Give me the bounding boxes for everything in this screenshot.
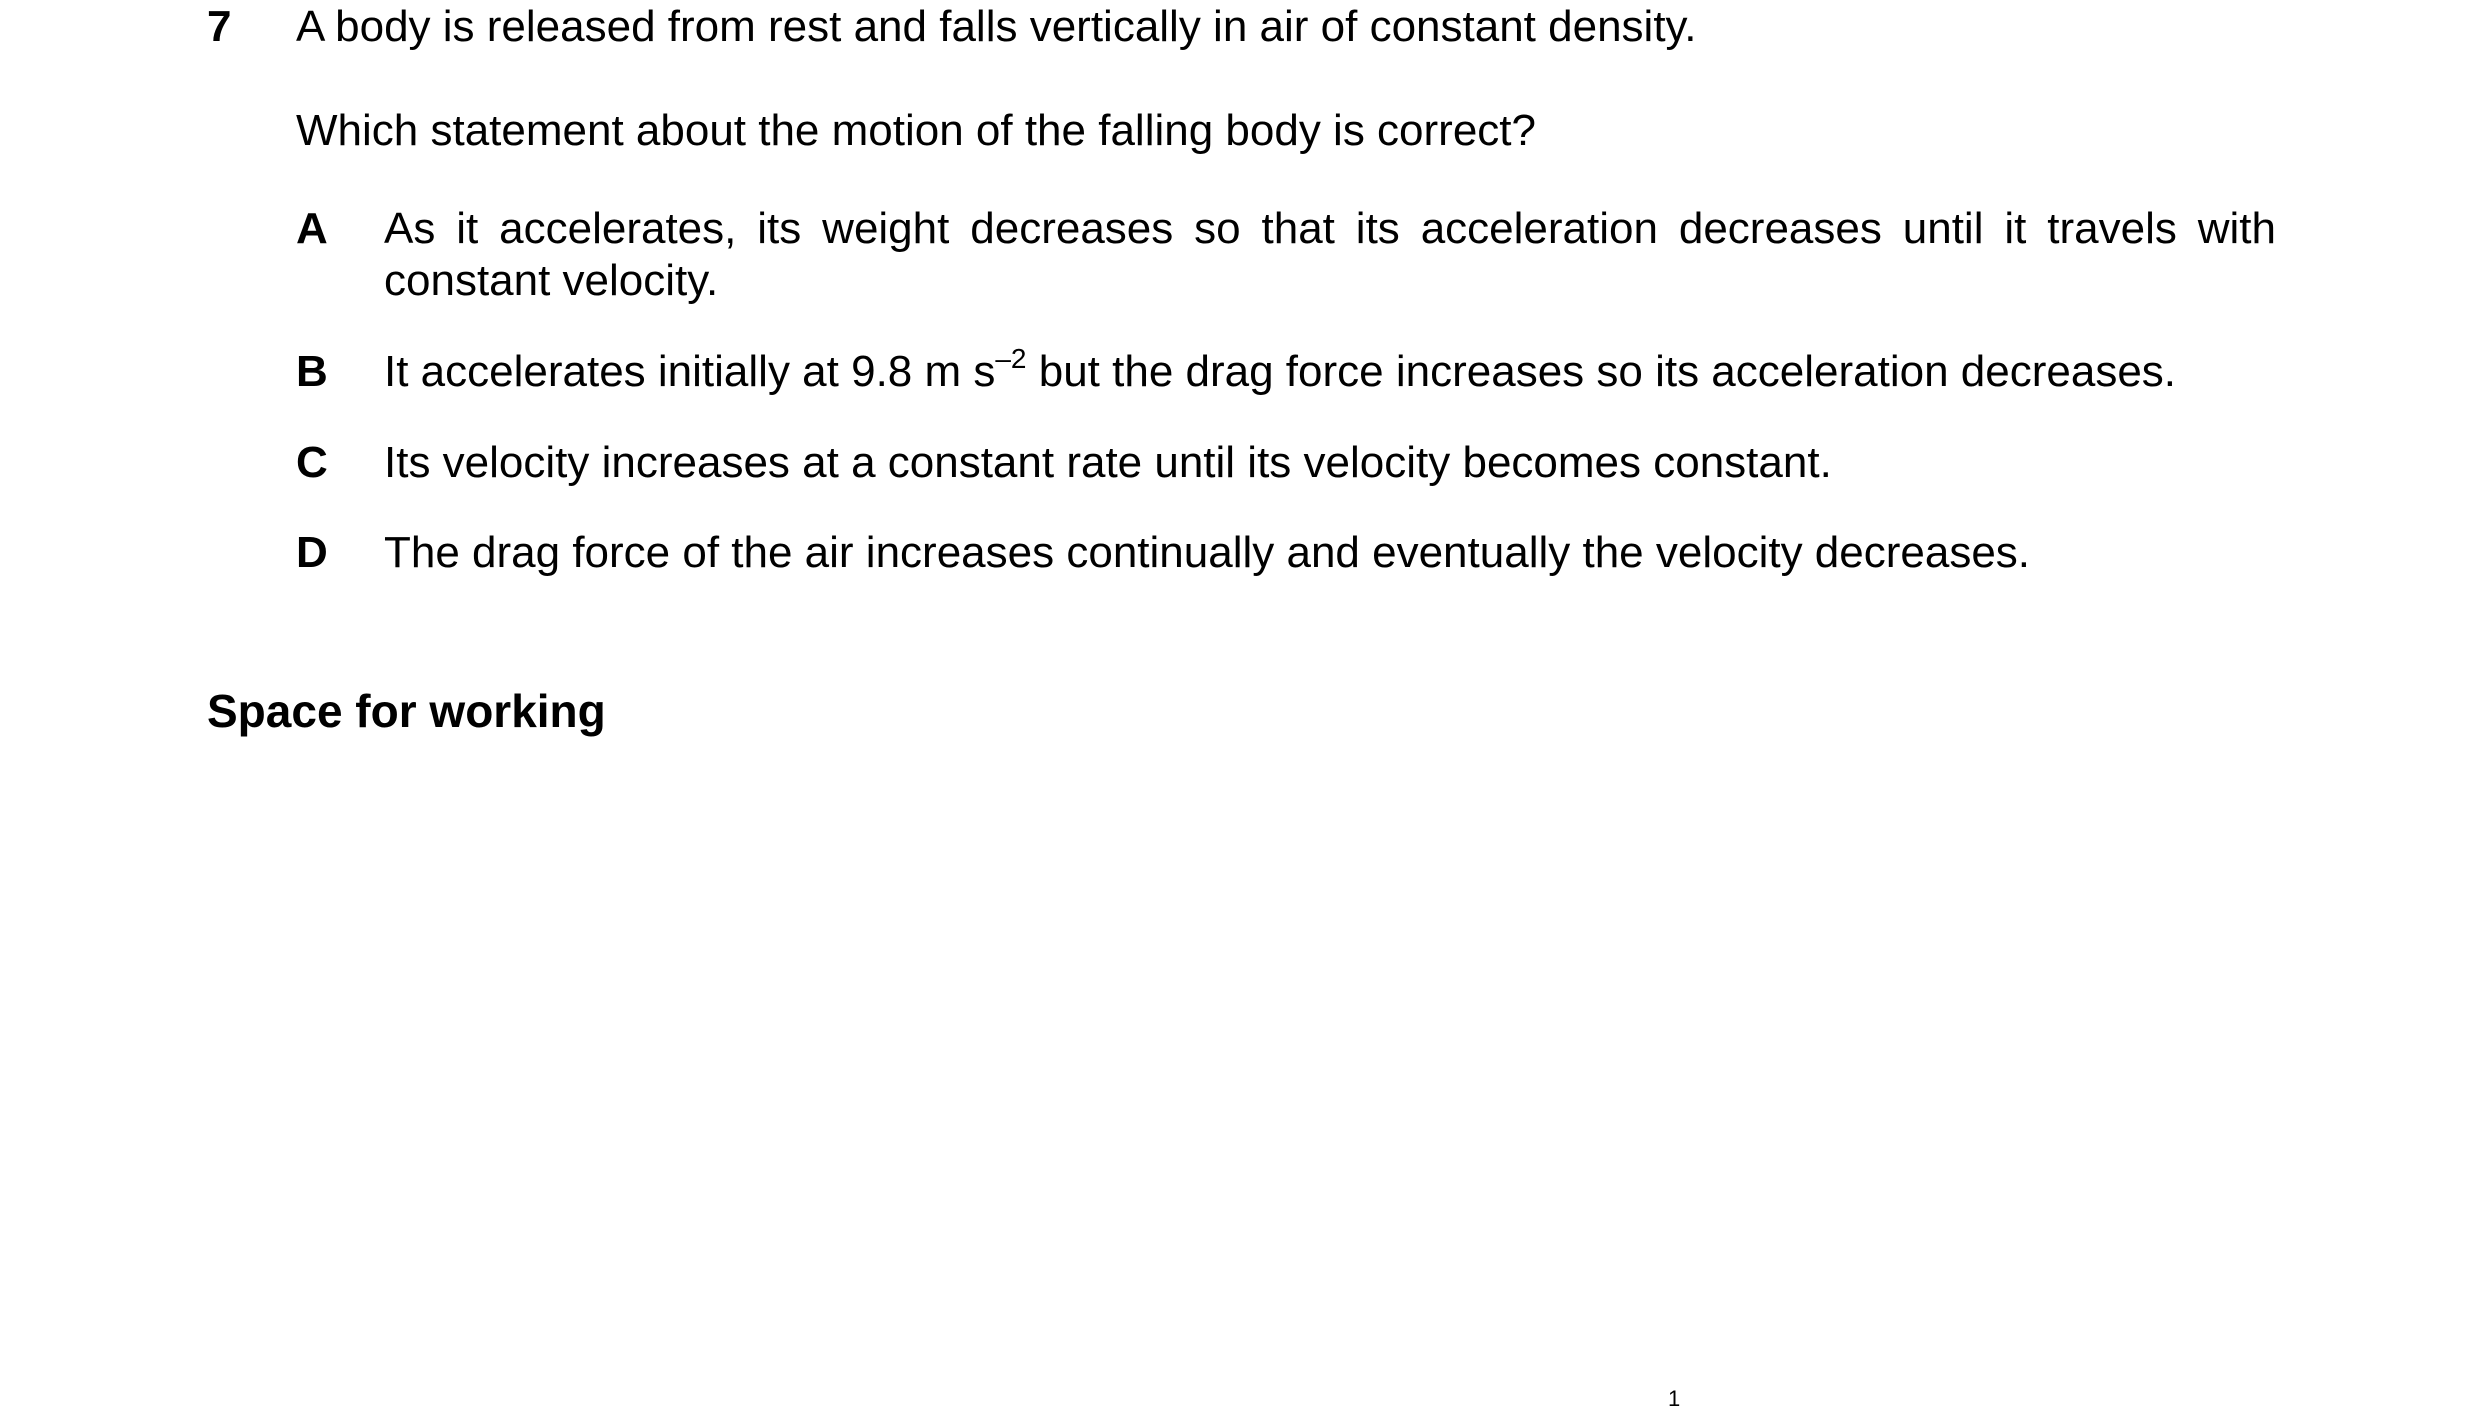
option-c — [296, 437, 2276, 493]
question-prompt: Which statement about the motion of the falling body is correct? — [296, 106, 1536, 155]
option-text: Its velocity increases at a constant rate until its velocity becomes constant. — [384, 438, 1832, 487]
option-text: The drag force of the air increases continually and eventually the velocity decreases. — [384, 528, 2031, 577]
option-text-before-unit: It accelerates initially at 9.8 m s — [384, 347, 996, 396]
option-letter: C — [296, 438, 328, 487]
option-letter: A — [296, 204, 328, 253]
question-number: 7 — [207, 2, 232, 51]
option-letter: D — [296, 528, 328, 577]
option-text-after-unit: but the drag force increases so its acceleration decreases. — [1026, 347, 2177, 396]
option-d — [296, 527, 2276, 583]
option-a — [296, 203, 2276, 313]
option-letter: B — [296, 347, 328, 396]
space-for-working-label: Space for working — [207, 685, 606, 737]
page-footer-mark: 1 — [1668, 1386, 1681, 1411]
option-text: As it accelerates, its weight decreases so that its acceleration decreases until it travels with constant velocity. — [384, 204, 2276, 305]
option-b — [296, 343, 2276, 402]
unit-exponent: –2 — [995, 343, 1027, 374]
question-stem: A body is released from rest and falls vertically in air of constant density. — [296, 2, 1697, 51]
option-text — [384, 343, 2276, 398]
